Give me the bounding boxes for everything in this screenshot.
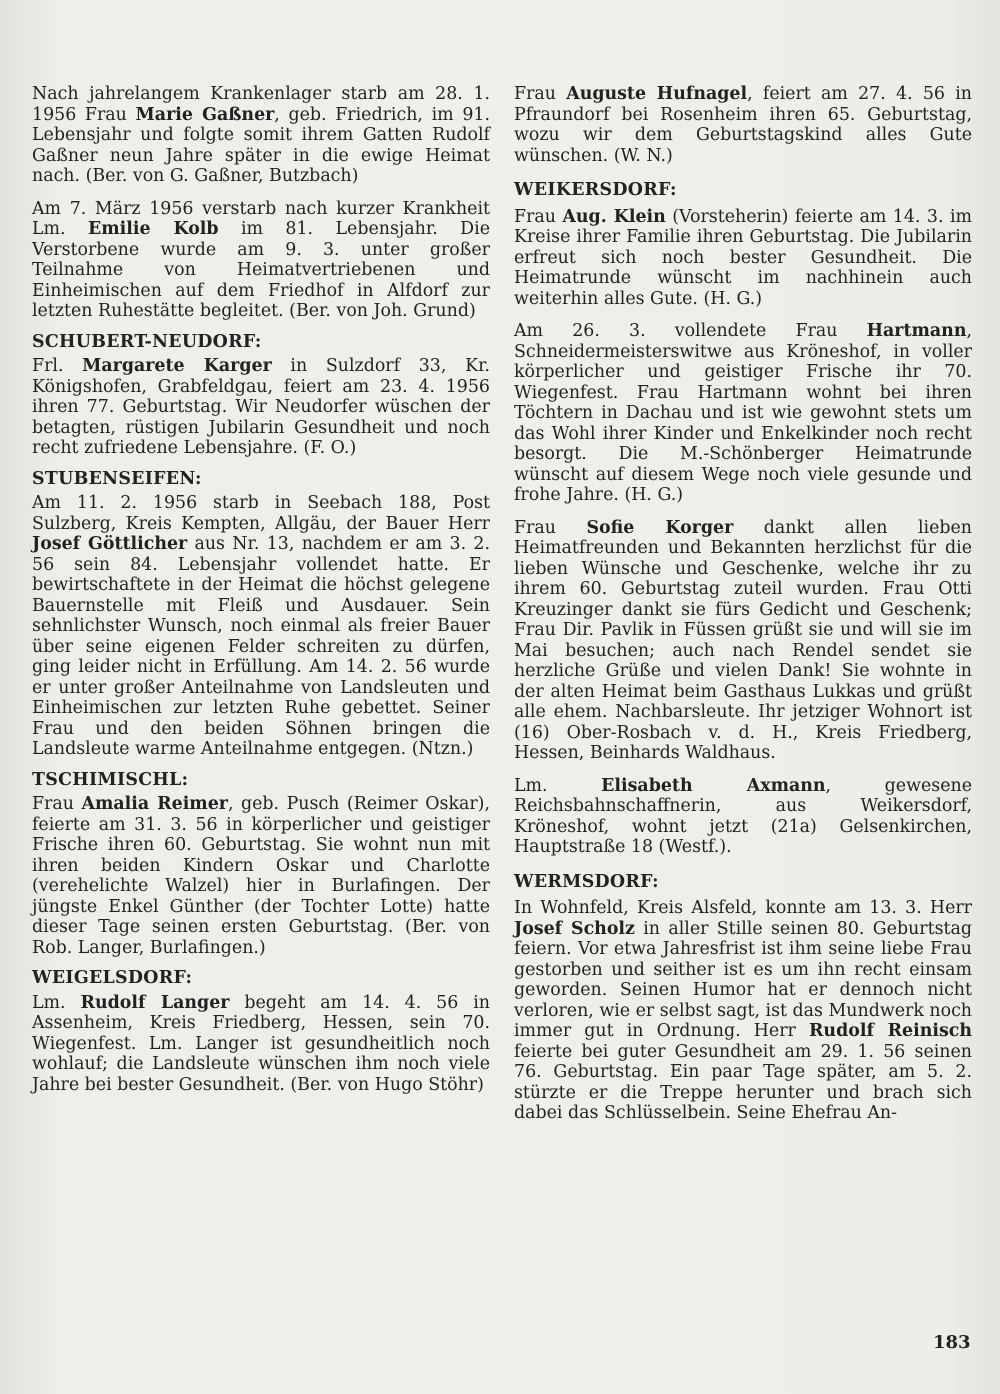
text-run: dankt allen lieben Heimatfreunden und Bekannten herzlichst für die lieben Wünsche und Geschenke, welche ihr zu ihrem 60. Geburtstag zuteil wurden. Frau Otti Kreuzinger dankt sie fürs Gedicht und Geschenk; Frau Dir. Pavlik in Füssen grüßt sie und will sie im Mai besuchen; auch nach Rendel sendet sie herzliche Grüße und vielen Dank! Sie wohnte in der alten Heimat beim Gasthaus Lukkas und grüßt alle ehem. Nachbarsleute. Ihr jetziger Wohnort ist (16) Ober-Rosbach v. d. H., Kreis Friedberg, Hessen, Beinhards Waldhaus. [514,517,972,763]
text-run: , Schneidermeisterswitwe aus Kröneshof, in voller körperlicher und geistiger Frische ihr 70. Wiegenfest. Frau Hartmann wohnt bei ihren Töchtern in Dachau und ist wie gewohnt stets um das Wohl ihrer Kinder und Enkelkinder noch recht besorgt. Die M.-Schönberger Heimatrunde wünscht auf diesem Wege noch viele gesunde und frohe Jahre. (H. G.) [514,321,972,505]
article-paragraph [514,898,972,1124]
person-name: Aug. Klein [562,206,666,227]
text-run: Nach jahrelangem Krankenlager starb am 28. 1. 1956 Frau [32,84,490,125]
text-run: In Wohnfeld, Kreis Alsfeld, konnte am 13. 3. Herr [514,898,972,918]
text-run: Lm. [32,992,81,1013]
text-run: Am 26. 3. vollendete Frau [514,321,867,341]
person-name: Sofie Korger [586,517,734,538]
text-run: Am 7. März 1956 verstarb nach kurzer Krankheit Lm. [32,198,490,239]
article-paragraph [514,776,972,858]
article-paragraph [32,356,490,459]
text-run: Frau [32,794,82,814]
article-paragraph [32,199,490,322]
person-name: Hartmann [866,321,967,341]
section-heading: TSCHIMISCHL: [32,769,189,790]
text-run: , geb. Pusch (Reimer Oskar), feierte am 31. 3. 56 in körperlicher und geistiger Frische ihren 60. Geburtstag. Sie wohnt nun mit ihren beiden Kindern Oskar und Charlotte (verehelichte Walzel) hier in Burlafingen. Der jüngste Enkel Günther (der Tochter Lotte) hatte dieser Tage seinen ersten Geburtstag. (Ber. von Rob. Langer, Burlafingen.) [32,794,490,958]
page-number: 183 [933,1332,971,1353]
article-paragraph [32,993,490,1096]
person-name: Rudolf Langer [80,992,230,1013]
text-run: Lm. [514,775,602,796]
person-name: Emilie Kolb [87,219,219,239]
article-paragraph [514,207,972,310]
text-run: , gewesene Reichsbahnschaffnerin, aus Weikersdorf, Kröneshof, wohnt jetzt (21a) Gelsenkirchen, Hauptstraße 18 (Westf.). [514,775,972,857]
right-column [514,84,972,1136]
text-run: (Vorsteherin) feierte am 14. 3. im Kreise ihrer Familie ihren Geburtstag. Die Jubilarin erfreut sich noch bester Gesundheit. Die Heimatrunde wünscht im nachhinein auch weiterhin alles Gute. (H. G.) [514,206,973,309]
text-run: Frau [514,84,567,104]
text-run: , feiert am 27. 4. 56 in Pfraundorf bei Rosenheim ihren 65. Geburtstag, wozu wir dem Geburtstagskind alles Gute wünschen. (W. N.) [514,84,972,166]
article-paragraph [514,84,972,166]
text-run: in Sulzdorf 33, Kr. Königshofen, Grabfeldgau, feiert am 23. 4. 1956 ihren 77. Geburtstag. Wir Neudorfer wüschen der betagten, rüstigen Jubilarin Gesundheit und noch recht zufriedene Lebensjahre. (F. O.) [32,356,490,458]
text-run: begeht am 14. 4. 56 in Assenheim, Kreis Friedberg, Hessen, sein 70. Wiegenfest. Lm. Langer ist gesundheitlich noch wohlauf; die Landsleute wünschen ihm noch viele Jahre bei bester Gesundheit. (Ber. von Hugo Stöhr) [32,992,490,1095]
person-name: Margarete Karger [82,356,272,376]
person-name: Rudolf Reinisch [808,1021,972,1041]
text-run: Am 11. 2. 1956 starb in Seebach 188, Post Sulzberg, Kreis Kempten, Allgäu, der Bauer Herr [32,493,490,534]
text-run: im 81. Lebensjahr. Die Verstorbene wurde am 9. 3. unter großer Teilnahme von Heimatvertriebenen und Einheimischen auf dem Friedhof in Alfdorf zur letzten Ruhestätte begleitet. (Ber. von Joh. Grund) [32,219,490,321]
article-paragraph [514,518,972,764]
person-name: Auguste Hufnagel [566,84,748,104]
section-heading: WEIGELSDORF: [32,968,193,988]
article-paragraph [32,794,490,958]
section-heading: WERMSDORF: [514,871,659,892]
text-run: in aller Stille seinen 80. Geburtstag feiern. Vor etwa Jahresfrist ist ihm seine liebe Frau gestorben und seither ist es um ihn recht einsam geworden. Seinen Humor hat er dennoch nicht verloren, wie er selbst sagt, ist das Mundwerk noch immer gut in Ordnung. Herr [514,918,973,1041]
person-name: Marie Gaßner [135,104,275,125]
section-heading: SCHUBERT-NEUDORF: [32,331,262,352]
text-run: Frau [514,206,563,227]
article-paragraph [32,84,490,187]
text-run: Frl. [32,356,83,376]
left-column [32,84,490,1107]
section-heading: WEIKERSDORF: [514,180,677,200]
section-heading: STUBENSEIFEN: [32,468,202,489]
person-name: Josef Göttlicher [32,534,188,554]
text-run: , geb. Friedrich, im 91. Lebensjahr und folgte somit ihrem Gatten Rudolf Gaßner neun Jahre später in die ewige Heimat nach. (Ber. von G. Gaßner, Butzbach) [32,104,490,186]
person-name: Josef Scholz [514,918,635,939]
text-run: Frau [514,517,587,538]
person-name: Elisabeth Axmann [601,775,826,796]
article-paragraph [514,321,972,506]
text-run: aus Nr. 13, nachdem er am 3. 2. 56 sein 84. Lebensjahr vollendet hatte. Er bewirtschaftete in der Heimat die höchst gelegene Bauernstelle mit Fleiß und Ausdauer. Sein sehnlichster Wunsch, noch einmal als freier Bauer über seine eigenen Felder schreiten zu dürfen, ging leider nicht in Erfüllung. Am 14. 2. 56 wurde er unter großer Anteilnahme von Landsleuten und Einheimischen zur letzten Ruhe gebettet. Seiner Frau und den beiden Söhnen bringen die Landsleute warme Anteilnahme entgegen. (Ntzn.) [32,534,490,759]
text-run: feierte bei guter Gesundheit am 29. 1. 56 seinen 76. Geburtstag. Ein paar Tage später, am 5. 2. stürzte er die Treppe herunter und brach sich dabei das Schlüsselbein. Seine Ehefrau An- [514,1041,972,1123]
person-name: Amalia Reimer [81,794,228,814]
article-paragraph [32,493,490,760]
